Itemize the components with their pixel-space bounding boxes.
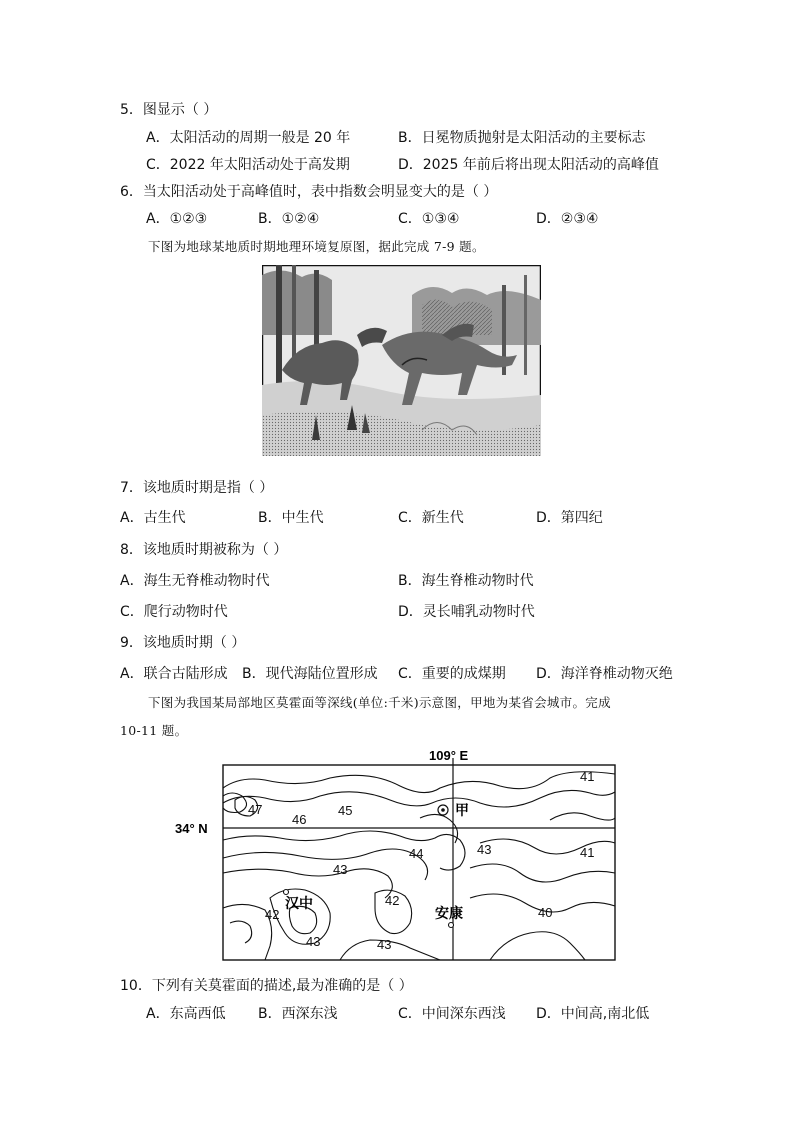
q9-option-a: A．联合古陆形成 <box>120 666 228 682</box>
contour-label-43-hanzhong: 43 <box>333 862 348 877</box>
q5-option-b: B．日冕物质抛射是太阳活动的主要标志 <box>398 130 646 146</box>
contour-label-46: 46 <box>292 812 307 827</box>
contour-label-41-e: 41 <box>580 845 595 860</box>
contour-label-43-east: 43 <box>477 842 492 857</box>
q7-option-a: A．古生代 <box>120 510 186 526</box>
contour-label-44: 44 <box>409 846 424 861</box>
city-ankang-marker <box>449 923 454 928</box>
intro-10-11-line1: 下图为我国某局部地区莫霍面等深线(单位:千米)示意图，甲地为某省会城市。完成 <box>148 695 611 710</box>
q9-stem: 9．该地质时期（ ） <box>120 635 246 651</box>
parallel-label: 34° N <box>175 821 208 836</box>
intro-10-11-line2: 10-11 题。 <box>120 723 188 738</box>
q7-option-d: D．第四纪 <box>536 510 603 526</box>
q10-option-b: B．西深东浅 <box>258 1006 338 1022</box>
contour-label-42-mid: 42 <box>385 893 400 908</box>
q6-option-b: B．①②④ <box>258 211 320 227</box>
contour-label-41-ne: 41 <box>580 769 595 784</box>
q6-stem: 6．当太阳活动处于高峰值时，表中指数会明显变大的是（ ） <box>120 184 498 200</box>
q6-option-a: A．①②③ <box>146 211 208 227</box>
q10-option-d: D．中间高,南北低 <box>536 1006 650 1022</box>
moho-contour-map <box>170 748 620 964</box>
q5-stem: 5．图显示（ ） <box>120 102 218 118</box>
q9-option-b: B．现代海陆位置形成 <box>242 666 378 682</box>
q5-option-d: D．2025 年前后将出现太阳活动的高峰值 <box>398 157 659 173</box>
q5-option-a: A．太阳活动的周期一般是 20 年 <box>146 130 351 146</box>
q6-option-d: D．②③④ <box>536 211 599 227</box>
q10-option-c: C．中间深东西浅 <box>398 1006 506 1022</box>
q6-option-c: C．①③④ <box>398 211 460 227</box>
contour-label-43-bottom: 43 <box>377 937 392 952</box>
q7-option-b: B．中生代 <box>258 510 324 526</box>
q7-option-c: C．新生代 <box>398 510 464 526</box>
q8-option-b: B．海生脊椎动物时代 <box>398 573 534 589</box>
contour-label-40: 40 <box>538 905 553 920</box>
contour-label-45: 45 <box>338 803 353 818</box>
meridian-label: 109° E <box>429 748 469 763</box>
q8-option-a: A．海生无脊椎动物时代 <box>120 573 270 589</box>
city-jia-label: 甲 <box>455 802 469 818</box>
q9-option-d: D．海洋脊椎动物灭绝 <box>536 666 673 682</box>
q8-option-c: C．爬行动物时代 <box>120 604 228 620</box>
q9-option-c: C．重要的成煤期 <box>398 666 506 682</box>
dinosaur-scene-image <box>262 265 541 456</box>
city-hanzhong-marker <box>284 890 289 895</box>
city-hanzhong-label: 汉中 <box>285 895 313 911</box>
contour-label-42-west: 42 <box>265 907 280 922</box>
q10-stem: 10．下列有关莫霍面的描述,最为准确的是（ ） <box>120 978 413 994</box>
q7-stem: 7．该地质时期是指（ ） <box>120 480 274 496</box>
q5-option-c: C．2022 年太阳活动处于高发期 <box>146 157 350 173</box>
city-ankang-label: 安康 <box>435 905 463 921</box>
contour-label-43-south: 43 <box>306 934 321 949</box>
contour-label-47: 47 <box>248 802 263 817</box>
q8-option-d: D．灵长哺乳动物时代 <box>398 604 535 620</box>
q10-option-a: A．东高西低 <box>146 1006 226 1022</box>
intro-7-9: 下图为地球某地质时期地理环境复原图，据此完成 7-9 题。 <box>148 239 485 254</box>
q8-stem: 8．该地质时期被称为（ ） <box>120 542 288 558</box>
